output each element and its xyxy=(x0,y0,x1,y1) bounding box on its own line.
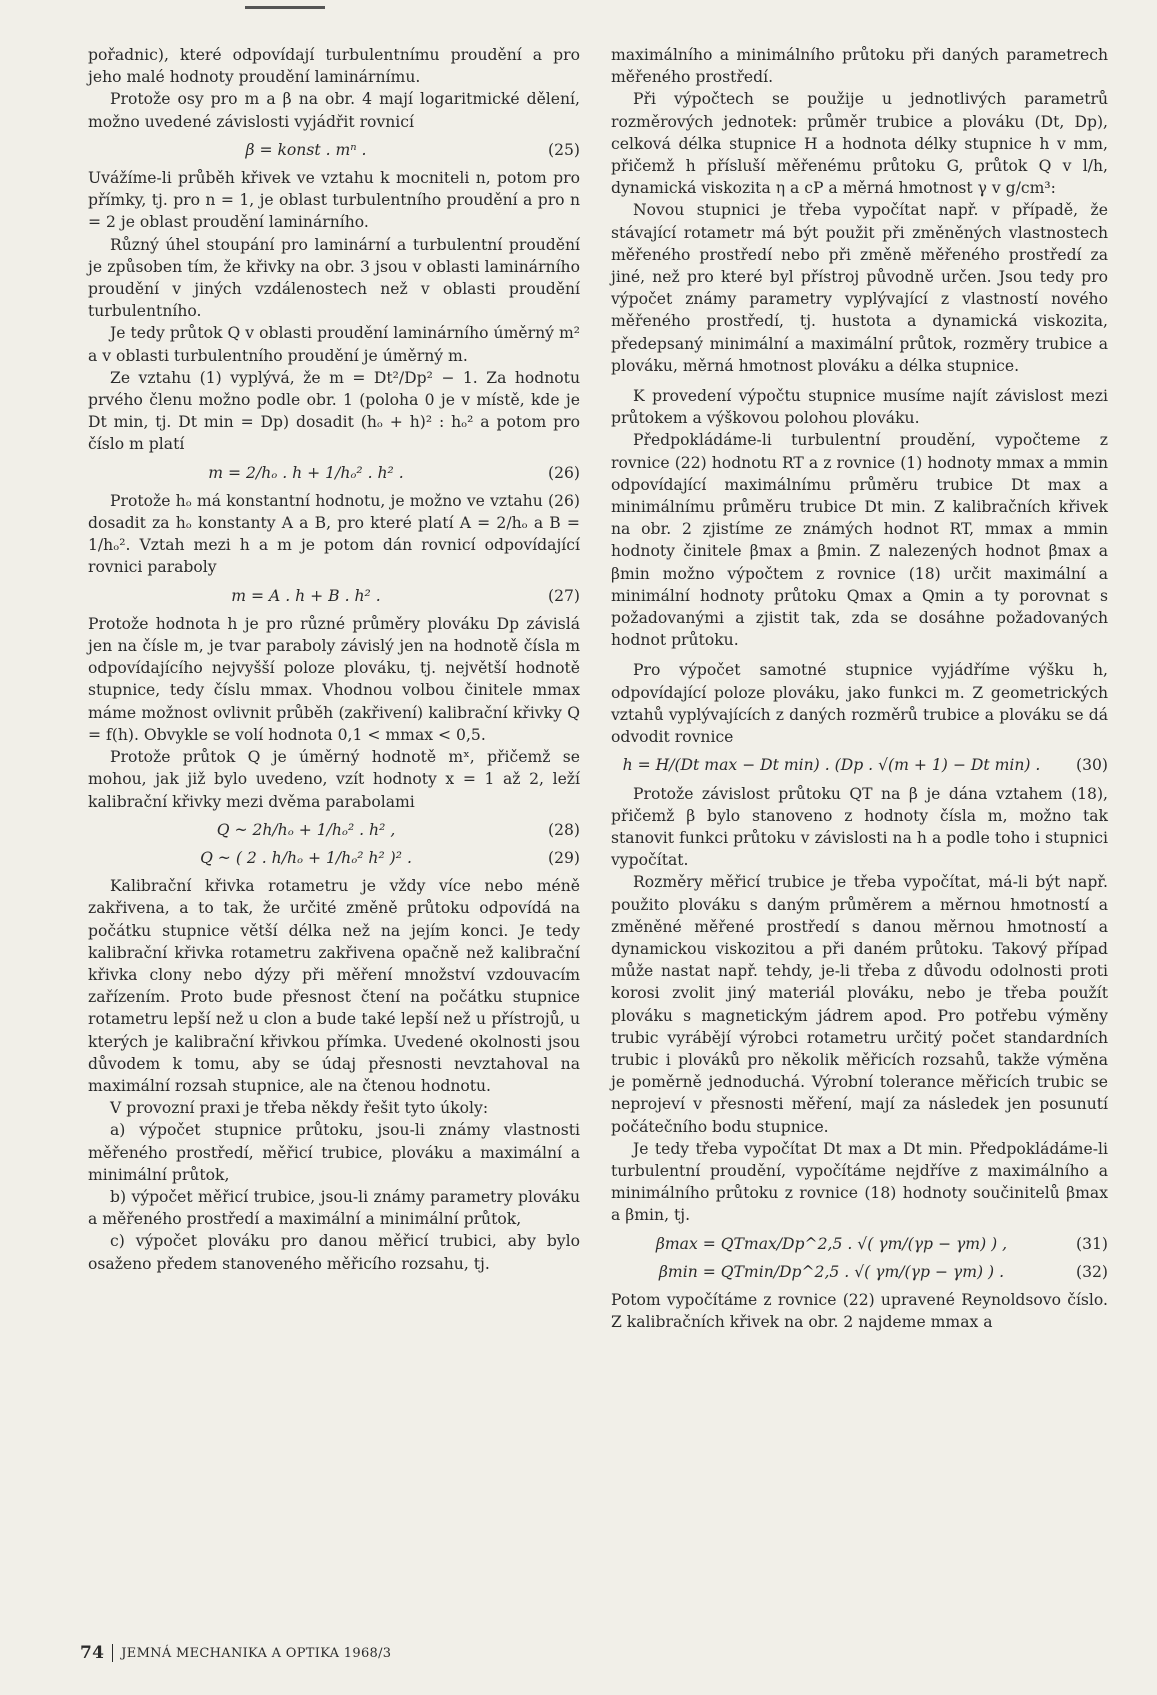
equation-body: β = konst . mⁿ . xyxy=(245,140,367,159)
paragraph: Protože hodnota h je pro různé průměry plováku Dp závislá jen na čísle m, je tvar paraboly závislý jen na hodnotě čísla m odpovídajícího nejvyšší poloze plováku, tj. největší hodnotě stupnice, tedy číslu mmax. Vhodnou volbou činitele mmax máme možnost ovlivnit průběh (zakřivení) kalibrační křivky Q = f(h). Obvykle se volí hodnota 0,1 < mmax < 0,5. xyxy=(88,614,580,744)
paragraph: Novou stupnici je třeba vypočítat např. v případě, že stávající rotametr má být použit při změněných vlastnostech měřeného prostředí nebo při změně měřeného prostředí za jiné, než pro které byl přístroj původně určen. Jsou tedy pro výpočet známy parametry vyplývající z vlastností nového měřeného prostředí, tj. hustota a dynamická viskozita, předepsaný minimální a maximální průtok, rozměry trubice a plováku, měrná hmotnost plováku a délka stupnice. xyxy=(611,201,1108,375)
equation-number: (25) xyxy=(547,140,580,159)
equation-number: (28) xyxy=(547,820,580,839)
paragraph: K provedení výpočtu stupnice musíme najít závislost mezi průtokem a výškovou polohou plováku. xyxy=(611,387,1108,428)
equation xyxy=(611,754,1108,776)
paragraph: Ze vztahu (1) vyplývá, že m = Dt²/Dp² − 1. Za hodnotu prvého členu možno podle obr. 1 (poloha 0 je v místě, kde je Dt min, tj. Dt min = Dp) dosadit (hₒ + h)² : hₒ² a potom pro číslo m platí xyxy=(88,368,580,454)
paragraph: Protože hₒ má konstantní hodnotu, je možno ve vztahu (26) dosadit za hₒ konstanty A a B, pro které platí A = 2/hₒ a B = 1/hₒ². Vztah mezi h a m je potom dán rovnicí odpovídající rovnici paraboly xyxy=(88,491,580,577)
paragraph: V provozní praxi je třeba někdy řešit tyto úkoly: xyxy=(110,1099,489,1118)
paragraph: b) výpočet měřicí trubice, jsou-li známy parametry plováku a měřeného prostředí a maximální a minimální průtok, xyxy=(88,1187,580,1229)
equation-number: (26) xyxy=(547,463,580,482)
left-column xyxy=(88,44,580,1275)
paragraph: a) výpočet stupnice průtoku, jsou-li známy vlastnosti měřeného prostředí, měřicí trubice, plováku a maximální a minimální průtok, xyxy=(88,1121,580,1184)
page-number: 74 xyxy=(80,1643,105,1663)
equation-number: (30) xyxy=(1075,756,1108,775)
paragraph: Protože závislost průtoku QT na β je dána vztahem (18), přičemž β bylo stanoveno z hodnoty čísla m, možno tak stanovit funkci průtoku v závislosti na h a podle toho i stupnici vypočítat. xyxy=(611,784,1108,870)
equation-body: Q ~ ( 2 . h/hₒ + 1/hₒ² h² )² . xyxy=(200,848,412,867)
paragraph: Při výpočtech se použije u jednotlivých parametrů rozměrových jednotek: průměr trubice a plováku (Dt, Dp), celková délka stupnice H a hodnota délky stupnice h v mm, přičemž h přísluší měřenému průtoku G, průtok Q v l/h, dynamická viskozita η a cP a měrná hmotnost γ v g/cm³: xyxy=(611,90,1108,198)
equation-number: (27) xyxy=(547,586,580,605)
equation-body: βmax = QTmax/Dp^2,5 . √( γm/(γp − γm) ) , xyxy=(655,1234,1008,1253)
paragraph: c) výpočet plováku pro danou měřicí trubici, aby bylo osaženo předem stanoveného měřicího rozsahu, tj. xyxy=(88,1232,580,1273)
equation-number: (32) xyxy=(1075,1262,1108,1281)
equation-body: m = A . h + B . h² . xyxy=(231,586,381,605)
equation xyxy=(88,847,580,869)
equation xyxy=(611,1261,1108,1283)
equation-body: h = H/(Dt max − Dt min) . (Dp . √(m + 1) − Dt min) . xyxy=(622,756,1041,775)
paragraph: Je tedy třeba vypočítat Dt max a Dt min. Předpokládáme-li turbulentní proudění, vypočítáme nejdříve z maximálního a minimálního průtoku z rovnice (18) hodnoty součinitelů βmax a βmin, tj. xyxy=(611,1139,1108,1225)
equation-body: Q ~ 2h/hₒ + 1/hₒ² . h² , xyxy=(216,820,396,839)
equation-body: βmin = QTmin/Dp^2,5 . √( γm/(γp − γm) ) . xyxy=(658,1262,1005,1281)
top-rule xyxy=(245,6,325,9)
paragraph: Kalibrační křivka rotametru je vždy více nebo méně zakřivena, a to tak, že určité změně průtoku odpovídá na počátku stupnice větší délka než na jejím konci. Je tedy kalibrační křivka rotametru zakřivena opačně než kalibrační křivka clony nebo dýzy při měření množství vzdouvacím zařízením. Proto bude přesnost čtení na počátku stupnice rotametru lepší než u clon a bude také lepší než u přístrojů, u kterých je kalibrační křivkou přímka. Uvedené okolnosti jsou důvodem k tomu, aby se údaj přesnosti nevztahoval na maximální rozsah stupnice, ale na čtenou hodnotu. xyxy=(88,877,580,1095)
paragraph: Předpokládáme-li turbulentní proudění, vypočteme z rovnice (22) hodnotu RT a z rovnice (1) hodnoty mmax a mmin odpovídající maximálnímu průměru trubice Dt max a minimálnímu průměru trubice Dt min. Z kalibračních křivek na obr. 2 zjistíme ze známých hodnot RT, mmax a mmin hodnoty činitele βmax a βmin. Z nalezených hodnot βmax a βmin možno výpočtem z rovnice (18) určit maximální a minimální hodnoty průtoku Qmax a Qmin a ty porovnat s požadovanými a zjistit tak, zda se dosáhne požadovaných hodnot průtoku. xyxy=(611,431,1108,650)
paragraph: Různý úhel stoupání pro laminární a turbulentní proudění je způsoben tím, že křivky na obr. 3 jsou v oblasti laminárního proudění v jiných vzdálenostech než v oblasti proudění turbulentního. xyxy=(88,235,580,321)
right-column xyxy=(611,44,1108,1333)
equation-number: (31) xyxy=(1075,1234,1108,1253)
paragraph: Potom vypočítáme z rovnice (22) upravené Reynoldsovo číslo. Z kalibračních křivek na obr. 2 najdeme mmax a xyxy=(611,1290,1108,1332)
equation-body: m = 2/hₒ . h + 1/hₒ² . h² . xyxy=(208,463,404,482)
paragraph: Rozměry měřicí trubice je třeba vypočítat, má-li být např. použito plováku s daným průměrem a měrnou hmotností a změněné měřené prostředí s danou měrnou hmotností a dynamickou viskozitou a při daném průtoku. Takový případ může nastat např. tehdy, je-li třeba z důvodu odolnosti proti korosi zvolit jiný materiál plováku, nebo je třeba použít plováku s magnetickým jádrem apod. Pro potřebu výměny trubic vyrábějí výrobci rotametru určitý počet standardních trubic i plováků pro několik měřicích rozsahů, takže výměna je poměrně jednoduchá. Výrobní tolerance měřicích trubic se neprojeví v přesnosti měření, mají za následek jen posunutí počátečního bodu stupnice. xyxy=(611,873,1108,1136)
equation xyxy=(88,585,580,607)
equation xyxy=(88,139,580,161)
equation xyxy=(88,462,580,484)
footer-divider xyxy=(112,1644,113,1662)
equation xyxy=(88,819,580,841)
paragraph: Pro výpočet samotné stupnice vyjádříme výšku h, odpovídající poloze plováku, jako funkci m. Z geometrických vztahů vyplývajících z daných rozměrů trubice a plováku se dá odvodit rovnice xyxy=(611,661,1108,747)
paragraph: Protože průtok Q je úměrný hodnotě mˣ, přičemž se mohou, jak již bylo uvedeno, vzít hodnoty x = 1 až 2, leží kalibrační křivky mezi dvěma parabolami xyxy=(88,748,580,811)
equation-number: (29) xyxy=(547,848,580,867)
paragraph: maximálního a minimálního průtoku při daných parametrech měřeného prostředí. xyxy=(611,46,1108,87)
equation xyxy=(611,1233,1108,1255)
page-footer xyxy=(80,1643,391,1663)
paragraph: Uvážíme-li průběh křivek ve vztahu k mocniteli n, potom pro přímky, tj. pro n = 1, je oblast turbulentního proudění a pro n = 2 je oblast proudění laminárního. xyxy=(88,169,580,232)
paragraph: Protože osy pro m a β na obr. 4 mají logaritmické dělení, možno uvedené závislosti vyjádřit rovnicí xyxy=(88,90,580,131)
journal-title: JEMNÁ MECHANIKA A OPTIKA 1968/3 xyxy=(121,1645,392,1661)
paragraph: pořadnic), které odpovídají turbulentnímu proudění a pro jeho malé hodnoty proudění laminárnímu. xyxy=(88,46,580,87)
paragraph: Je tedy průtok Q v oblasti proudění laminárního úměrný m² a v oblasti turbulentního proudění je úměrný m. xyxy=(88,324,580,365)
